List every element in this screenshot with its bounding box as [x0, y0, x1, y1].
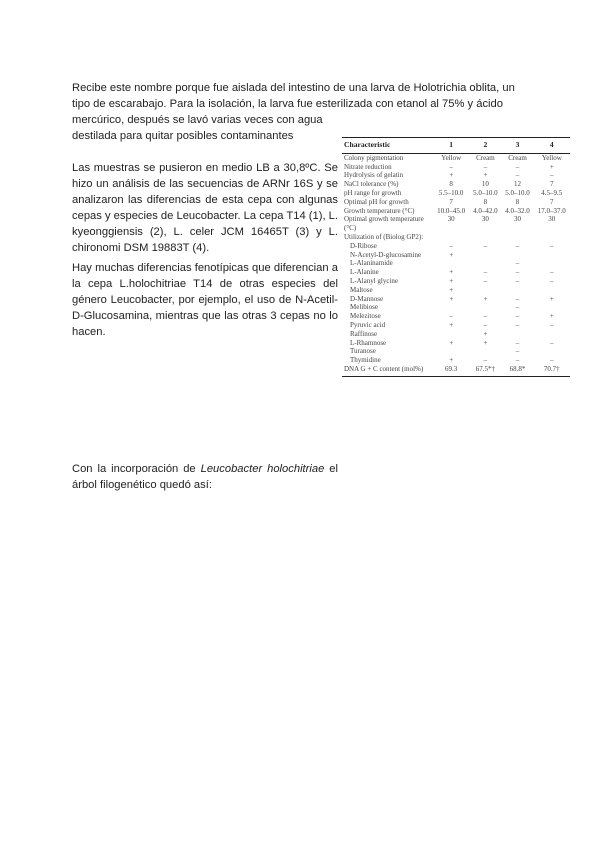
table-cell [469, 259, 501, 268]
characteristic-label: Pyruvic acid [350, 320, 386, 329]
characteristic-label: Raffinose [350, 329, 378, 338]
intro-line-2: tipo de escarabajo. Para la isolación, la larva fue esterilizada con etanol al 75% y ácido [72, 98, 503, 110]
table-row [342, 268, 570, 277]
table-cell: 5.5–10.0 [438, 188, 464, 197]
table-cell [433, 303, 469, 312]
table-row [342, 251, 570, 260]
table-row [342, 286, 570, 295]
table-cell [433, 259, 469, 268]
table-cell: 30 [548, 215, 556, 224]
table-row [342, 356, 570, 365]
table-cell: – [515, 276, 520, 285]
table-cell: + [449, 276, 454, 285]
table-cell: – [449, 241, 453, 250]
characteristic-label: Nitrate reduction [344, 162, 392, 171]
table-row [342, 242, 570, 251]
table-cell: 10.0–45.0 [437, 206, 466, 215]
table-cell [534, 251, 570, 260]
table-cell: – [515, 320, 520, 329]
characteristic-label: Maltose [350, 285, 373, 294]
table-cell [433, 347, 469, 356]
characteristic-label: Optimal growth temperature (°C) [344, 215, 424, 233]
table-cell: 5.0–10.0 [505, 188, 530, 197]
table-cell: + [449, 171, 454, 180]
table-row [342, 233, 570, 242]
table-cell [534, 233, 570, 242]
table-cell: + [549, 294, 554, 303]
table-cell: – [483, 312, 488, 321]
table-cell: 17.0–37.0 [537, 206, 566, 215]
table-cell: 7 [449, 197, 453, 206]
intro-line-1: Recibe este nombre porque fue aislada del intestino de una larva de Holotrichia oblita, un [72, 82, 515, 94]
table-cell: 4.0–32.0 [505, 206, 530, 215]
table-cell: – [449, 312, 453, 321]
table-cell: – [449, 162, 453, 171]
table-cell [534, 286, 570, 295]
table-cell: – [515, 303, 520, 312]
characteristic-label: L-Alanyl glycine [350, 276, 399, 285]
table-cell: + [449, 250, 454, 259]
table-cell: + [449, 285, 454, 294]
characteristic-label: Thymidine [350, 356, 381, 365]
characteristic-label: L-Alanine [350, 268, 379, 277]
table-cell: 4.0–42.0 [473, 206, 498, 215]
table-cell [469, 347, 501, 356]
characteristic-label: Optimal pH for growth [344, 197, 409, 206]
table-cell [469, 233, 501, 242]
table-cell: 10 [481, 180, 489, 189]
table-cell: 7 [550, 197, 554, 206]
table-row [342, 215, 570, 233]
table-header-cell: 1 [433, 138, 469, 154]
table-cell [534, 303, 570, 312]
table-cell: Cream [508, 153, 527, 162]
table-cell: 30 [481, 215, 489, 224]
table-cell: – [483, 268, 488, 277]
table-cell: 30 [514, 215, 522, 224]
table-cell: Cream [476, 153, 495, 162]
table-body [342, 153, 570, 376]
table-cell: + [449, 356, 454, 365]
characteristic-label: Melibiose [350, 303, 378, 312]
species-name: Leucobacter holochitriae [200, 463, 325, 475]
characteristic-label: N-Acetyl-D-glucosamine [350, 250, 422, 259]
incorporation-paragraph [72, 461, 338, 493]
table-cell: 5.0–10.0 [473, 188, 498, 197]
table-cell: – [550, 241, 554, 250]
table-cell: + [449, 338, 454, 347]
table-cell: + [549, 162, 554, 171]
table-row [342, 207, 570, 216]
table-cell: – [550, 356, 554, 365]
table-cell: – [550, 320, 554, 329]
table-cell: + [449, 320, 454, 329]
table-cell: – [515, 338, 520, 347]
table-cell: – [483, 162, 488, 171]
table-row [342, 295, 570, 304]
table-cell: + [483, 338, 488, 347]
characteristic-label: NaCl tolerance (%) [344, 180, 399, 189]
intro-paragraph [72, 80, 552, 144]
table-cell: 7 [550, 180, 554, 189]
table-cell [469, 251, 501, 260]
table-cell: – [515, 312, 520, 321]
table-cell: + [483, 171, 488, 180]
characteristic-label: Growth temperature (°C) [344, 206, 415, 215]
samples-paragraph: Las muestras se pusieron en medio LB a 30,8ºC. Se hizo un análisis de las secuencias de ARNr 16S y se analizaron las diferencias de esta cepa con algunas cepas y especies de Leucobacter. La cepa T14 (1), L. kyeonggiensis (2), L. celer JCM 16465T (3) y L. chironomi DSM 19883T (4). [72, 162, 338, 254]
intro-line-4: destilada para quitar posibles contaminantes [72, 130, 294, 142]
characteristic-label: Hydrolysis of gelatin [344, 171, 404, 180]
characteristic-label: Utilization of (Biolog GP2): [344, 232, 424, 241]
table-row [342, 171, 570, 180]
table-row [342, 321, 570, 330]
characteristic-label: L-Alaninamide [350, 259, 393, 268]
table-cell: – [515, 171, 520, 180]
table-cell: – [515, 241, 520, 250]
table-row [342, 153, 570, 162]
table-cell: 30 [447, 215, 455, 224]
table-cell: + [449, 268, 454, 277]
characteristic-label: L-Rhamnose [350, 338, 387, 347]
table-row [342, 189, 570, 198]
table-cell: – [550, 171, 554, 180]
table-header-cell: Characteristic [342, 138, 433, 154]
table-cell: + [549, 312, 554, 321]
table-cell: – [515, 259, 520, 268]
table-row [342, 180, 570, 189]
table-cell: 4.5–9.5 [541, 188, 563, 197]
table-cell: – [483, 320, 488, 329]
table-cell [469, 303, 501, 312]
table-cell: Yellow [541, 153, 562, 162]
table-cell: + [483, 294, 488, 303]
table-cell: – [515, 162, 520, 171]
table-cell [469, 286, 501, 295]
characteristic-label: D-Mannose [350, 294, 384, 303]
table-cell: 8 [449, 180, 453, 189]
characteristic-label: DNA G + C content (mol%) [342, 365, 433, 376]
table-row [342, 303, 570, 312]
table-cell: – [550, 268, 554, 277]
table-cell: 8 [515, 197, 520, 206]
table-header-cell: 2 [469, 138, 501, 154]
table-row [342, 198, 570, 207]
table-cell [433, 330, 469, 339]
table-cell [501, 233, 533, 242]
characteristics-table [342, 137, 570, 377]
table-cell [534, 259, 570, 268]
table-cell: 8 [483, 197, 488, 206]
table-cell [501, 286, 533, 295]
characteristic-label: Colony pigmentation [344, 153, 404, 162]
table-cell: 69.3 [433, 365, 469, 376]
table-cell: – [550, 276, 554, 285]
table-cell: – [483, 276, 488, 285]
characteristic-label: Melezitose [350, 312, 381, 321]
table-row [342, 277, 570, 286]
table-header-cell: 3 [501, 138, 533, 154]
table-cell [534, 330, 570, 339]
table-cell: 67.5*† [469, 365, 501, 376]
incorporation-text-start: Con la incorporación de [72, 463, 201, 475]
table-cell: – [515, 268, 520, 277]
table-row [342, 312, 570, 321]
table-cell: – [483, 356, 488, 365]
table-row [342, 339, 570, 348]
table-cell [534, 347, 570, 356]
table-cell: – [550, 338, 554, 347]
table-row [342, 259, 570, 268]
incorporation-text-end: el árbol filogenético quedó así: [72, 463, 338, 491]
characteristic-label: pH range for growth [344, 188, 402, 197]
table-cell [501, 330, 533, 339]
table-header-cell: 4 [534, 138, 570, 154]
table-cell: + [449, 294, 454, 303]
table-row [342, 347, 570, 356]
table-row [342, 365, 570, 376]
table-cell: Yellow [441, 153, 462, 162]
characteristic-label: Turanose [350, 347, 376, 356]
table-row [342, 330, 570, 339]
table-cell [501, 251, 533, 260]
table-cell: 70.7† [534, 365, 570, 376]
characteristics-table-image [342, 137, 570, 377]
table-cell: – [515, 294, 520, 303]
table-header-row [342, 138, 570, 154]
table-cell: 12 [514, 180, 522, 189]
table-cell: – [483, 241, 488, 250]
table-cell: – [515, 347, 520, 356]
intro-line-3: mercúrico, después se lavó varias veces con agua [72, 114, 323, 126]
characteristic-label: D-Ribose [350, 241, 377, 250]
differences-paragraph: Hay muchas diferencias fenotípicas que diferencian a la cepa L.holochitriae T14 de otras especies del género Leucobacter, por ejemplo, el uso de N-Acetil-D-Glucosamina, mientras que las otras 3 cepas no lo hacen. [72, 262, 338, 338]
table-cell: + [483, 329, 488, 338]
table-row [342, 163, 570, 172]
table-cell: 68.8* [501, 365, 533, 376]
table-cell: – [515, 356, 520, 365]
table-cell [433, 233, 469, 242]
